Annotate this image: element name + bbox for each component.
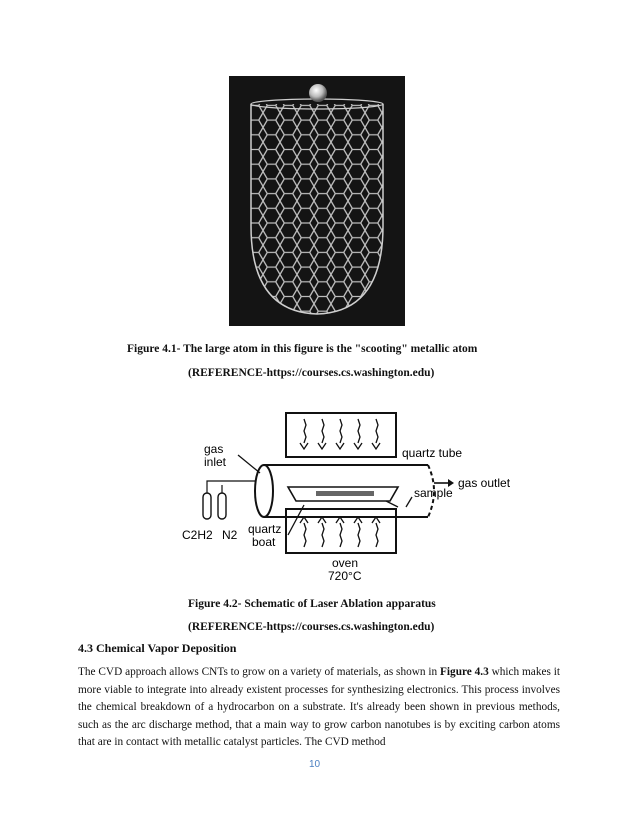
nanotube-figure [229, 76, 405, 326]
gas-inlet-label-2: inlet [204, 455, 227, 469]
page-number: 10 [309, 759, 321, 770]
c2h2-label: C2H2 [182, 528, 213, 542]
quartz-boat-label-2: boat [252, 535, 276, 549]
quartz-boat-label-1: quartz [248, 522, 282, 536]
laser-ablation-schematic [176, 405, 522, 593]
paragraph-text-end: which makes it more viable to integrate into already existent processes for synthesizing electronics. This process involves the chemical breakdown of a hydrocarbon on a substrate. It's already been shown in previous methods, such as the arc discharge method, that a main way to grow carbon nanotubes is by exciting carbon atoms that are in contact with metallic catalyst particles. The CVD method [78, 666, 560, 749]
sample-label: sample [414, 486, 453, 500]
n2-label: N2 [222, 528, 238, 542]
body-paragraph [78, 664, 560, 752]
figure-2-reference: (REFERENCE-https://courses.cs.washington.edu) [188, 621, 435, 633]
gas-inlet-label-1: gas [204, 442, 224, 456]
oven-label: oven [332, 556, 359, 570]
figure-reference: Figure 4.3 [440, 666, 489, 678]
figure-1-reference: (REFERENCE-https://courses.cs.washington.edu) [188, 367, 435, 379]
figure-1-caption: Figure 4.1- The large atom in this figure is the "scooting" metallic atom [127, 343, 478, 355]
laser-ablation-figure [176, 405, 522, 593]
quartz-tube-label: quartz tube [402, 446, 463, 460]
temperature-label: 720°C [328, 569, 362, 583]
gas-outlet-label: gas outlet [458, 476, 511, 490]
metallic-atom [309, 84, 327, 102]
figure-2-caption: Figure 4.2- Schematic of Laser Ablation apparatus [188, 598, 436, 610]
nanotube-illustration [229, 76, 405, 326]
paragraph-text-start: The CVD approach allows CNTs to grow on a variety of materials, as shown in [78, 666, 440, 678]
section-heading: 4.3 Chemical Vapor Deposition [78, 641, 237, 655]
